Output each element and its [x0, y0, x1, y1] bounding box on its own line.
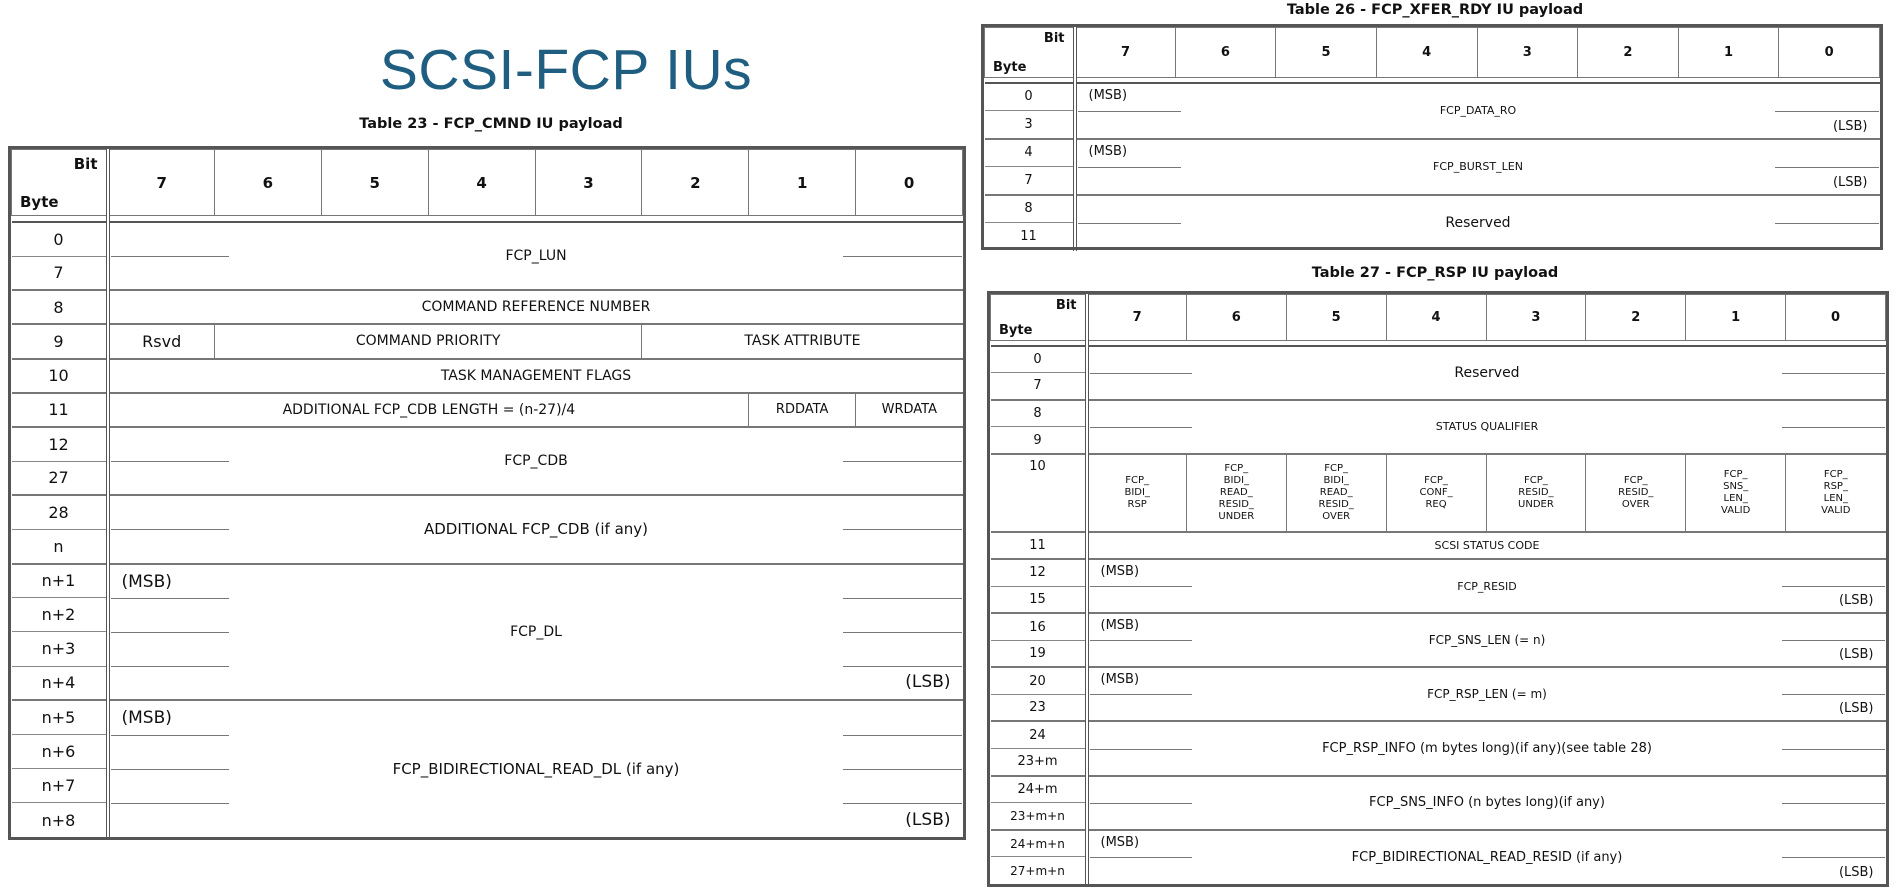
byte-label: 8: [991, 400, 1087, 427]
byte-label: n+2: [12, 598, 108, 632]
bit-5-header: 5: [1286, 295, 1386, 341]
byte-label: 11: [991, 532, 1087, 559]
field-additional-fcp-cdb: ADDITIONAL FCP_CDB (if any): [108, 495, 963, 563]
bit-6-header: 6: [1175, 28, 1276, 78]
byte-label: 12: [991, 559, 1087, 586]
bit-7-header: 7: [108, 150, 215, 216]
byte-label: 19: [991, 640, 1087, 667]
field-rddata: RDDATA: [749, 393, 856, 427]
field-fcp-cdb: FCP_CDB: [108, 427, 963, 495]
field-additional-cdb-length: ADDITIONAL FCP_CDB LENGTH = (n-27)/4: [108, 393, 749, 427]
table-27-caption: Table 27 - FCP_RSP IU payload: [1311, 265, 1559, 281]
table-23-fcp-cmnd: [8, 146, 966, 840]
bit-byte-header: Bit Byte: [991, 295, 1087, 341]
field-task-attribute: TASK ATTRIBUTE: [642, 324, 963, 358]
msb-marker: (MSB): [1088, 143, 1128, 159]
flag-fcp-conf-req: FCP_ CONF_ REQ: [1386, 454, 1486, 532]
flag-fcp-bidi-rsp: FCP_ BIDI_ RSP: [1087, 454, 1187, 532]
flag-fcp-rsp-len-valid: FCP_ RSP_ LEN_ VALID: [1786, 454, 1886, 532]
byte-label: 4: [985, 139, 1075, 167]
lsb-marker: (LSB): [905, 672, 951, 693]
byte-label: n+5: [12, 700, 108, 734]
byte-label: n: [12, 529, 108, 563]
field-command-priority: COMMAND PRIORITY: [214, 324, 642, 358]
field-fcp-sns-info: FCP_SNS_INFO (n bytes long)(if any): [1087, 776, 1886, 830]
table-23-caption: Table 23 - FCP_CMND IU payload: [359, 116, 623, 132]
field-rsvd: Rsvd: [108, 324, 215, 358]
bit-6-header: 6: [214, 150, 321, 216]
byte-label: 10: [991, 454, 1087, 532]
msb-marker: (MSB): [1100, 672, 1140, 688]
byte-label: 9: [991, 427, 1087, 454]
msb-marker: (MSB): [1100, 618, 1140, 634]
lsb-marker: (LSB): [1838, 865, 1874, 880]
field-task-management-flags: TASK MANAGEMENT FLAGS: [108, 359, 963, 393]
lsb-marker: (LSB): [1838, 701, 1874, 717]
byte-label: 24: [991, 721, 1087, 748]
msb-marker: (MSB): [1100, 564, 1140, 580]
byte-label: 23: [991, 694, 1087, 721]
byte-label: 11: [12, 393, 108, 427]
bit-2-header: 2: [642, 150, 749, 216]
lsb-marker: (LSB): [905, 810, 951, 830]
bit-byte-header: Bit Byte: [12, 150, 108, 216]
bit-6-header: 6: [1186, 295, 1286, 341]
table-23-header-row: [12, 150, 963, 216]
table-27-fcp-rsp: [987, 291, 1889, 887]
field-scsi-status-code: SCSI STATUS CODE: [1087, 532, 1886, 559]
byte-label: 0: [12, 222, 108, 256]
bit-4-header: 4: [1386, 295, 1486, 341]
byte-label: 27+m+n: [991, 857, 1087, 884]
bit-0-header: 0: [1786, 295, 1886, 341]
byte-label: n+1: [12, 564, 108, 598]
msb-marker: (MSB): [1088, 87, 1128, 103]
flag-fcp-sns-len-valid: FCP_ SNS_ LEN_ VALID: [1686, 454, 1786, 532]
field-bidirectional-read-dl: (MSB) FCP_BIDIRECTIONAL_READ_DL (if any) (LSB): [108, 700, 963, 837]
bit-0-header: 0: [1779, 28, 1880, 78]
flag-fcp-resid-under: FCP_ RESID_ UNDER: [1486, 454, 1586, 532]
byte-label: 0: [985, 83, 1075, 111]
msb-marker: (MSB): [121, 708, 172, 729]
table-26-fcp-xfer-rdy: [981, 24, 1883, 250]
bit-4-header: 4: [1376, 28, 1477, 78]
byte-label: 10: [12, 359, 108, 393]
lsb-marker: (LSB): [1832, 174, 1868, 190]
byte-label: 28: [12, 495, 108, 529]
byte-label: 24+m: [991, 776, 1087, 803]
field-wrdata: WRDATA: [856, 393, 963, 427]
bit-3-header: 3: [1486, 295, 1586, 341]
msb-marker: (MSB): [121, 571, 172, 592]
bit-0-header: 0: [856, 150, 963, 216]
byte-label: 16: [991, 613, 1087, 640]
byte-label: 8: [12, 290, 108, 324]
byte-label: 27: [12, 461, 108, 495]
bit-4-header: 4: [428, 150, 535, 216]
field-fcp-rsp-info: FCP_RSP_INFO (m bytes long)(if any)(see table 28): [1087, 721, 1886, 775]
field-status-qualifier: STATUS QUALIFIER: [1087, 400, 1886, 454]
bit-byte-header: Bit Byte: [985, 28, 1075, 78]
field-reserved: Reserved: [1087, 346, 1886, 400]
byte-label: 7: [991, 373, 1087, 400]
byte-label: 23+m: [991, 749, 1087, 776]
field-fcp-dl: (MSB) FCP_DL (LSB): [108, 564, 963, 701]
byte-label: 8: [985, 195, 1075, 223]
bit-1-header: 1: [749, 150, 856, 216]
byte-label: 15: [991, 586, 1087, 613]
byte-label: n+8: [12, 803, 108, 837]
field-fcp-sns-len: (MSB) FCP_SNS_LEN (= n) (LSB): [1087, 613, 1886, 667]
byte-label: 23+m+n: [991, 803, 1087, 830]
bit-1-header: 1: [1678, 28, 1779, 78]
bit-5-header: 5: [1276, 28, 1377, 78]
byte-label: 20: [991, 667, 1087, 694]
byte-label: 11: [985, 223, 1075, 251]
msb-marker: (MSB): [1100, 834, 1140, 850]
bit-1-header: 1: [1686, 295, 1786, 341]
byte-label: n+6: [12, 734, 108, 768]
bit-3-header: 3: [1477, 28, 1578, 78]
bit-2-header: 2: [1586, 295, 1686, 341]
field-fcp-burst-len: (MSB) FCP_BURST_LEN (LSB): [1075, 139, 1880, 195]
byte-label: 12: [12, 427, 108, 461]
byte-label: n+3: [12, 632, 108, 666]
byte-label: 7: [985, 167, 1075, 195]
page-title: SCSI-FCP IUs: [379, 38, 753, 102]
flag-fcp-bidi-read-resid-under: FCP_ BIDI_ READ_ RESID_ UNDER: [1186, 454, 1286, 532]
byte-label: 0: [991, 346, 1087, 373]
flag-fcp-resid-over: FCP_ RESID_ OVER: [1586, 454, 1686, 532]
field-reserved: Reserved: [1075, 195, 1880, 251]
field-command-reference-number: COMMAND REFERENCE NUMBER: [108, 290, 963, 324]
byte-label: 7: [12, 256, 108, 290]
field-fcp-rsp-len: (MSB) FCP_RSP_LEN (= m) (LSB): [1087, 667, 1886, 721]
bit-7-header: 7: [1087, 295, 1187, 341]
field-fcp-bidirectional-read-resid: (MSB) FCP_BIDIRECTIONAL_READ_RESID (if any) (LSB): [1087, 830, 1886, 884]
field-fcp-data-ro: (MSB) FCP_DATA_RO (LSB): [1075, 83, 1880, 139]
byte-label: 9: [12, 324, 108, 358]
table-26-caption: Table 26 - FCP_XFER_RDY IU payload: [1286, 2, 1584, 18]
flag-fcp-bidi-read-resid-over: FCP_ BIDI_ READ_ RESID_ OVER: [1286, 454, 1386, 532]
byte-label: 3: [985, 111, 1075, 139]
byte-label: 24+m+n: [991, 830, 1087, 857]
bit-5-header: 5: [321, 150, 428, 216]
lsb-marker: (LSB): [1838, 647, 1874, 663]
byte-label: n+4: [12, 666, 108, 700]
field-fcp-lun: FCP_LUN: [108, 222, 963, 290]
bit-7-header: 7: [1075, 28, 1176, 78]
lsb-marker: (LSB): [1832, 118, 1868, 134]
bit-2-header: 2: [1578, 28, 1679, 78]
lsb-marker: (LSB): [1838, 593, 1874, 609]
bit-3-header: 3: [535, 150, 642, 216]
byte-label: n+7: [12, 769, 108, 803]
field-fcp-resid: (MSB) FCP_RESID (LSB): [1087, 559, 1886, 613]
